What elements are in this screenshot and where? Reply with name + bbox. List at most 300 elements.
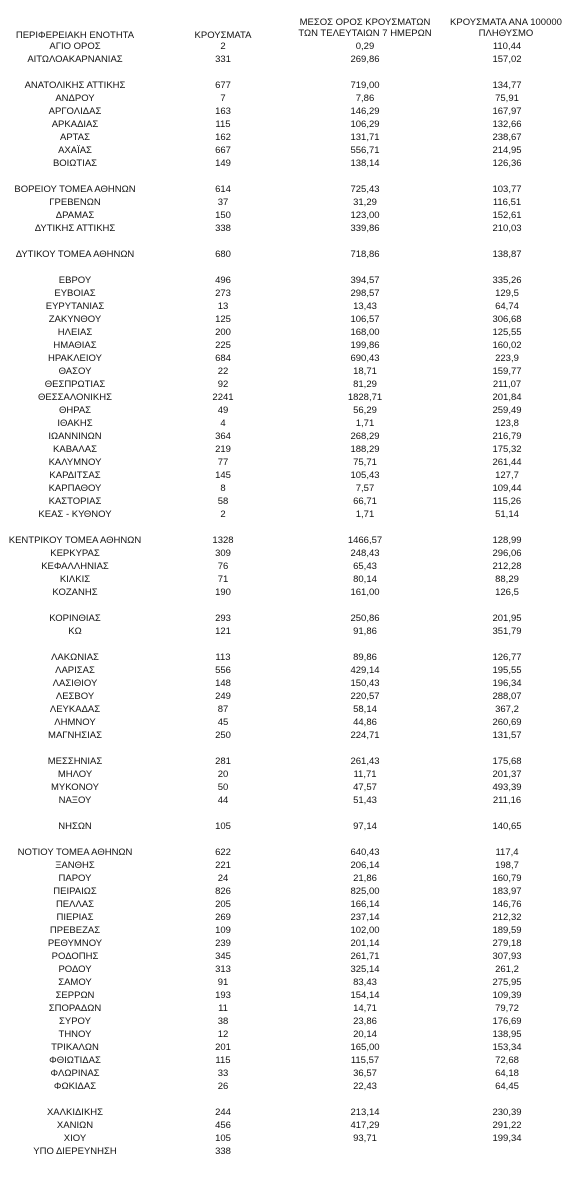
region-cell: ΧΙΟΥ (63, 1133, 87, 1144)
region-cell: ΘΗΡΑΣ (58, 405, 92, 416)
cases-cell: 77 (217, 457, 229, 468)
per100k-cell: 128,99 (492, 535, 522, 546)
cases-cell: 201 (215, 1042, 231, 1053)
per100k-cell: 153,34 (492, 1042, 522, 1053)
per100k-cell: 75,91 (495, 93, 519, 104)
avg7-cell: 23,86 (353, 1016, 377, 1027)
cases-cell: 221 (215, 860, 231, 871)
cases-cell: 33 (217, 1068, 229, 1079)
table-row (0, 612, 572, 625)
per100k-cell: 212,28 (492, 561, 522, 572)
region-cell: ΑΡΤΑΣ (60, 132, 90, 143)
table-row (0, 937, 572, 950)
table-row (0, 1145, 572, 1158)
cases-cell: 225 (215, 340, 231, 351)
per100k-cell: 212,32 (492, 912, 522, 923)
avg7-cell: 91,86 (353, 626, 377, 637)
table-row (0, 248, 572, 261)
avg7-cell: 640,43 (350, 847, 380, 858)
region-cell: ΚΟΖΑΝΗΣ (52, 587, 98, 598)
region-cell: ΚΙΛΚΙΣ (59, 574, 91, 585)
region-cell: ΠΑΡΟΥ (58, 873, 92, 884)
cases-cell: 250 (215, 730, 231, 741)
avg7-cell: 168,00 (350, 327, 380, 338)
region-cell: ΚΕΡΚΥΡΑΣ (50, 548, 100, 559)
cases-cell: 145 (215, 470, 231, 481)
header-avg7-line2: ΤΩΝ ΤΕΛΕΥΤΑΙΩΝ 7 ΗΜΕΡΩΝ (298, 28, 432, 39)
per100k-cell: 307,93 (492, 951, 522, 962)
per100k-cell: 176,69 (492, 1016, 522, 1027)
region-cell: ΛΑΚΩΝΙΑΣ (51, 652, 99, 663)
table-row (0, 92, 572, 105)
cases-cell: 163 (215, 106, 231, 117)
region-cell: ΕΥΒΟΙΑΣ (54, 288, 96, 299)
header-per100k (440, 17, 572, 39)
per100k-cell: 72,68 (495, 1055, 519, 1066)
cases-cell: 91 (217, 977, 229, 988)
region-cell: ΛΕΣΒΟΥ (55, 691, 95, 702)
avg7-cell: 213,14 (350, 1107, 380, 1118)
per100k-cell: 157,02 (492, 54, 522, 65)
per100k-cell: 146,76 (492, 899, 522, 910)
region-cell: ΚΑΡΠΑΘΟΥ (48, 483, 102, 494)
avg7-cell: 417,29 (350, 1120, 380, 1131)
region-cell: ΑΓΙΟ ΟΡΟΣ (49, 41, 101, 52)
cases-cell: 71 (217, 574, 229, 585)
region-cell: ΚΟΡΙΝΘΙΑΣ (49, 613, 101, 624)
region-cell: ΡΟΔΟΥ (58, 964, 92, 975)
per100k-cell: 291,22 (492, 1120, 522, 1131)
avg7-cell: 556,71 (350, 145, 380, 156)
table-row (0, 196, 572, 209)
per100k-cell: 79,72 (495, 1003, 519, 1014)
region-cell: ΧΑΝΙΩΝ (56, 1120, 94, 1131)
cases-cell: 622 (215, 847, 231, 858)
avg7-cell: 106,29 (350, 119, 380, 130)
avg7-cell: 11,71 (353, 769, 377, 780)
table-row (0, 287, 572, 300)
per100k-cell: 211,16 (492, 795, 522, 806)
avg7-cell: 261,71 (350, 951, 380, 962)
region-cell: ΕΥΡΥΤΑΝΙΑΣ (45, 301, 105, 312)
cases-cell: 345 (215, 951, 231, 962)
cases-cell: 2241 (212, 392, 234, 403)
per100k-cell: 183,97 (492, 886, 522, 897)
table-row (0, 534, 572, 547)
header-region-label: ΠΕΡΙΦΕΡΕΙΑΚΗ ΕΝΟΤΗΤΑ (15, 30, 135, 41)
cases-cell: 331 (215, 54, 231, 65)
region-cell: ΒΟΡΕΙΟΥ ΤΟΜΕΑ ΑΘΗΝΩΝ (14, 184, 136, 195)
avg7-cell: 220,57 (350, 691, 380, 702)
cases-cell: 190 (215, 587, 231, 598)
per100k-cell: 210,03 (492, 223, 522, 234)
per100k-cell: 367,2 (495, 704, 519, 715)
cases-cell: 38 (217, 1016, 229, 1027)
table-row (0, 729, 572, 742)
table-row (0, 482, 572, 495)
table-row (0, 690, 572, 703)
avg7-cell: 1,71 (355, 418, 375, 429)
avg7-cell: 0,29 (355, 41, 375, 52)
header-avg7 (290, 17, 440, 39)
header-cases-label: ΚΡΟΥΣΜΑΤΑ (194, 30, 252, 41)
table-row (0, 664, 572, 677)
avg7-cell: 31,29 (353, 197, 377, 208)
per100k-cell: 138,87 (492, 249, 522, 260)
avg7-cell: 65,43 (353, 561, 377, 572)
avg7-cell: 75,71 (353, 457, 377, 468)
table-row (0, 885, 572, 898)
header-per100k-line2: ΠΛΗΘΥΣΜΟ (478, 28, 534, 39)
table-row (0, 53, 572, 66)
cases-cell: 556 (215, 665, 231, 676)
avg7-cell: 14,71 (353, 1003, 377, 1014)
per100k-cell: 230,39 (492, 1107, 522, 1118)
region-cell: ΥΠΟ ΔΙΕΡΕΥΝΗΣΗ (33, 1146, 117, 1157)
cases-cell: 313 (215, 964, 231, 975)
per100k-cell: 288,07 (492, 691, 522, 702)
avg7-cell: 394,57 (350, 275, 380, 286)
per100k-cell: 279,18 (492, 938, 522, 949)
per100k-cell: 88,29 (495, 574, 519, 585)
avg7-cell: 115,57 (350, 1055, 380, 1066)
cases-cell: 149 (215, 158, 231, 169)
avg7-cell: 161,00 (350, 587, 380, 598)
table-row (0, 651, 572, 664)
region-cell: ΣΠΟΡΑΔΩΝ (48, 1003, 102, 1014)
cases-cell: 364 (215, 431, 231, 442)
avg7-cell: 36,57 (353, 1068, 377, 1079)
per100k-cell: 261,2 (495, 964, 519, 975)
per100k-cell: 116,51 (492, 197, 522, 208)
table-row (0, 703, 572, 716)
avg7-cell: 80,14 (353, 574, 377, 585)
avg7-cell: 22,43 (353, 1081, 377, 1092)
avg7-cell: 165,00 (350, 1042, 380, 1053)
header-avg7-line1: ΜΕΣΟΣ ΟΡΟΣ ΚΡΟΥΣΜΑΤΩΝ (299, 17, 431, 28)
table-row (0, 1015, 572, 1028)
cases-cell: 193 (215, 990, 231, 1001)
per100k-cell: 261,44 (492, 457, 522, 468)
table-row (0, 677, 572, 690)
cases-cell: 24 (217, 873, 229, 884)
per100k-cell: 214,95 (492, 145, 522, 156)
avg7-cell: 201,14 (350, 938, 380, 949)
table-row (0, 209, 572, 222)
avg7-cell: 719,00 (350, 80, 380, 91)
cases-cell: 76 (217, 561, 229, 572)
avg7-cell: 106,57 (350, 314, 380, 325)
region-cell: ΓΡΕΒΕΝΩΝ (49, 197, 101, 208)
avg7-cell: 51,43 (353, 795, 377, 806)
region-cell: ΑΡΓΟΛΙΔΑΣ (48, 106, 102, 117)
table-row (0, 144, 572, 157)
per100k-cell: 152,61 (492, 210, 522, 221)
per100k-cell: 335,26 (492, 275, 522, 286)
avg7-cell: 21,86 (353, 873, 377, 884)
per100k-cell: 198,7 (495, 860, 519, 871)
cases-cell: 496 (215, 275, 231, 286)
per100k-cell: 175,68 (492, 756, 522, 767)
cases-cell: 12 (217, 1029, 229, 1040)
table-row (0, 976, 572, 989)
region-cell: ΔΥΤΙΚΗΣ ΑΤΤΙΚΗΣ (34, 223, 116, 234)
avg7-cell: 690,43 (350, 353, 380, 364)
cases-cell: 219 (215, 444, 231, 455)
region-cell: ΘΕΣΠΡΩΤΙΑΣ (44, 379, 106, 390)
region-cell: ΤΗΝΟΥ (58, 1029, 92, 1040)
avg7-cell: 150,43 (350, 678, 380, 689)
cases-cell: 205 (215, 899, 231, 910)
cases-cell: 338 (215, 223, 231, 234)
table-row (0, 872, 572, 885)
per100k-cell: 109,44 (492, 483, 522, 494)
cases-cell: 281 (215, 756, 231, 767)
avg7-cell: 298,57 (350, 288, 380, 299)
region-cell: ΞΑΝΘΗΣ (55, 860, 95, 871)
region-cell: ΣΥΡΟΥ (59, 1016, 91, 1027)
table-row (0, 989, 572, 1002)
table-row (0, 469, 572, 482)
table-row (0, 1080, 572, 1093)
table-row (0, 326, 572, 339)
region-cell: ΝΗΣΩΝ (58, 821, 92, 832)
region-cell: ΗΜΑΘΙΑΣ (53, 340, 97, 351)
region-cell: ΚΩ (68, 626, 82, 637)
table-row (0, 313, 572, 326)
table-row (0, 131, 572, 144)
per100k-cell: 223,9 (495, 353, 519, 364)
table-row (0, 105, 572, 118)
cases-cell: 115 (215, 1055, 231, 1066)
avg7-cell: 725,43 (350, 184, 380, 195)
table-row (0, 898, 572, 911)
region-cell: ΚΑΡΔΙΤΣΑΣ (49, 470, 101, 481)
per100k-cell: 259,49 (492, 405, 522, 416)
per100k-cell: 64,74 (495, 301, 519, 312)
region-cell: ΚΕΝΤΡΙΚΟΥ ΤΟΜΕΑ ΑΘΗΝΩΝ (8, 535, 142, 546)
per100k-cell: 238,67 (492, 132, 522, 143)
avg7-cell: 166,14 (350, 899, 380, 910)
region-cell: ΦΩΚΙΔΑΣ (53, 1081, 97, 1092)
table-row (0, 339, 572, 352)
cases-cell: 49 (217, 405, 229, 416)
per100k-cell: 125,55 (492, 327, 522, 338)
table-row (0, 378, 572, 391)
per100k-cell: 131,57 (492, 730, 522, 741)
cases-cell: 121 (215, 626, 231, 637)
table-row (0, 300, 572, 313)
per100k-cell: 64,18 (495, 1068, 519, 1079)
cases-cell: 11 (218, 1003, 228, 1014)
region-cell: ΗΡΑΚΛΕΙΟΥ (48, 353, 102, 364)
avg7-cell: 20,14 (353, 1029, 377, 1040)
cases-cell: 125 (215, 314, 231, 325)
region-cell: ΜΗΛΟΥ (57, 769, 93, 780)
table-row (0, 391, 572, 404)
avg7-cell: 146,29 (350, 106, 380, 117)
table-row (0, 40, 572, 53)
table-row (0, 820, 572, 833)
cases-cell: 677 (215, 80, 231, 91)
avg7-cell: 13,43 (353, 301, 377, 312)
avg7-cell: 429,14 (350, 665, 380, 676)
region-cell: ΜΑΓΝΗΣΙΑΣ (48, 730, 102, 741)
avg7-cell: 105,43 (350, 470, 380, 481)
table-row (0, 508, 572, 521)
table-row (0, 755, 572, 768)
table-row (0, 1002, 572, 1015)
table-row (0, 430, 572, 443)
per100k-cell: 306,68 (492, 314, 522, 325)
avg7-cell: 131,71 (350, 132, 380, 143)
cases-cell: 1328 (212, 535, 234, 546)
table-row (0, 274, 572, 287)
cases-cell: 87 (217, 704, 229, 715)
table-row (0, 79, 572, 92)
region-cell: ΙΘΑΚΗΣ (57, 418, 93, 429)
cases-cell: 44 (217, 795, 229, 806)
region-cell: ΕΒΡΟΥ (58, 275, 92, 286)
avg7-cell: 199,86 (350, 340, 380, 351)
avg7-cell: 97,14 (353, 821, 377, 832)
table-row (0, 560, 572, 573)
table-row (0, 1041, 572, 1054)
region-cell: ΤΡΙΚΑΛΩΝ (51, 1042, 99, 1053)
table-row (0, 1132, 572, 1145)
per100k-cell: 127,7 (495, 470, 519, 481)
avg7-cell: 268,29 (350, 431, 380, 442)
per100k-cell: 216,79 (492, 431, 522, 442)
avg7-cell: 224,71 (350, 730, 380, 741)
region-cell: ΣΕΡΡΩΝ (55, 990, 95, 1001)
region-cell: ΝΑΞΟΥ (58, 795, 92, 806)
per100k-cell: 160,02 (492, 340, 522, 351)
per100k-cell: 51,14 (495, 509, 519, 520)
per100k-cell: 195,55 (492, 665, 522, 676)
cases-cell: 109 (215, 925, 231, 936)
cases-cell: 50 (217, 782, 229, 793)
cases-cell: 162 (215, 132, 231, 143)
cases-cell: 244 (215, 1107, 231, 1118)
per100k-cell: 117,4 (495, 847, 519, 858)
region-cell: ΡΕΘΥΜΝΟΥ (47, 938, 103, 949)
cases-cell: 826 (215, 886, 231, 897)
per100k-cell: 196,34 (492, 678, 522, 689)
table-row (0, 118, 572, 131)
table-row (0, 573, 572, 586)
per100k-cell: 201,84 (492, 392, 522, 403)
avg7-cell: 718,86 (350, 249, 380, 260)
cases-cell: 2 (220, 509, 226, 520)
avg7-cell: 188,29 (350, 444, 380, 455)
avg7-cell: 7,86 (355, 93, 375, 104)
region-cell: ΝΟΤΙΟΥ ΤΟΜΕΑ ΑΘΗΝΩΝ (17, 847, 133, 858)
table-row (0, 1028, 572, 1041)
region-cell: ΠΕΙΡΑΙΩΣ (53, 886, 97, 897)
cases-cell: 7 (220, 93, 226, 104)
cases-cell: 4 (220, 418, 226, 429)
region-cell: ΗΛΕΙΑΣ (57, 327, 93, 338)
table-row (0, 768, 572, 781)
per100k-cell: 199,34 (492, 1133, 522, 1144)
region-cell: ΚΑΣΤΟΡΙΑΣ (48, 496, 102, 507)
avg7-cell: 102,00 (350, 925, 380, 936)
per100k-cell: 175,32 (492, 444, 522, 455)
avg7-cell: 206,14 (350, 860, 380, 871)
table-row (0, 547, 572, 560)
table-row (0, 365, 572, 378)
per100k-cell: 126,5 (495, 587, 519, 598)
table-row (0, 1119, 572, 1132)
per100k-cell: 260,69 (492, 717, 522, 728)
cases-cell: 239 (215, 938, 231, 949)
table-row (0, 963, 572, 976)
cases-cell: 667 (215, 145, 231, 156)
avg7-cell: 89,86 (353, 652, 377, 663)
cases-cell: 273 (215, 288, 231, 299)
table-row (0, 443, 572, 456)
region-cell: ΛΕΥΚΑΔΑΣ (49, 704, 101, 715)
per100k-cell: 201,95 (492, 613, 522, 624)
cases-cell: 115 (215, 119, 231, 130)
table-row (0, 456, 572, 469)
region-cell: ΠΙΕΡΙΑΣ (56, 912, 94, 923)
avg7-cell: 1,71 (355, 509, 375, 520)
cases-cell: 26 (217, 1081, 229, 1092)
region-cell: ΑΝΑΤΟΛΙΚΗΣ ΑΤΤΙΚΗΣ (24, 80, 126, 91)
table-row (0, 417, 572, 430)
per100k-cell: 123,8 (495, 418, 519, 429)
region-cell: ΧΑΛΚΙΔΙΚΗΣ (46, 1107, 104, 1118)
region-cell: ΚΑΒΑΛΑΣ (53, 444, 97, 455)
avg7-cell: 47,57 (353, 782, 377, 793)
region-cell: ΑΡΚΑΔΙΑΣ (51, 119, 99, 130)
cases-cell: 2 (220, 41, 226, 52)
avg7-cell: 237,14 (350, 912, 380, 923)
region-cell: ΜΕΣΣΗΝΙΑΣ (47, 756, 103, 767)
per100k-cell: 167,97 (492, 106, 522, 117)
avg7-cell: 66,71 (353, 496, 377, 507)
avg7-cell: 7,57 (355, 483, 375, 494)
table-row (0, 586, 572, 599)
cases-cell: 45 (217, 717, 229, 728)
per100k-cell: 211,07 (492, 379, 522, 390)
region-cell: ΑΝΔΡΟΥ (55, 93, 95, 104)
region-cell: ΛΑΣΙΘΙΟΥ (52, 678, 98, 689)
region-cell: ΦΘΙΩΤΙΔΑΣ (49, 1055, 101, 1066)
region-cell: ΜΥΚΟΝΟΥ (51, 782, 99, 793)
cases-cell: 680 (215, 249, 231, 260)
region-cell: ΖΑΚΥΝΘΟΥ (48, 314, 102, 325)
per100k-cell: 126,77 (492, 652, 522, 663)
table-row (0, 183, 572, 196)
cases-cell: 456 (215, 1120, 231, 1131)
table-row (0, 352, 572, 365)
region-cell: ΚΕΦΑΛΛΗΝΙΑΣ (41, 561, 109, 572)
region-cell: ΑΧΑΪΑΣ (58, 145, 92, 156)
avg7-cell: 825,00 (350, 886, 380, 897)
cases-cell: 105 (215, 1133, 231, 1144)
avg7-cell: 269,86 (350, 54, 380, 65)
avg7-cell: 44,86 (353, 717, 377, 728)
table-row (0, 794, 572, 807)
per100k-cell: 296,06 (492, 548, 522, 559)
per100k-cell: 126,36 (492, 158, 522, 169)
cases-cell: 684 (215, 353, 231, 364)
table-row (0, 495, 572, 508)
per100k-cell: 115,26 (492, 496, 522, 507)
